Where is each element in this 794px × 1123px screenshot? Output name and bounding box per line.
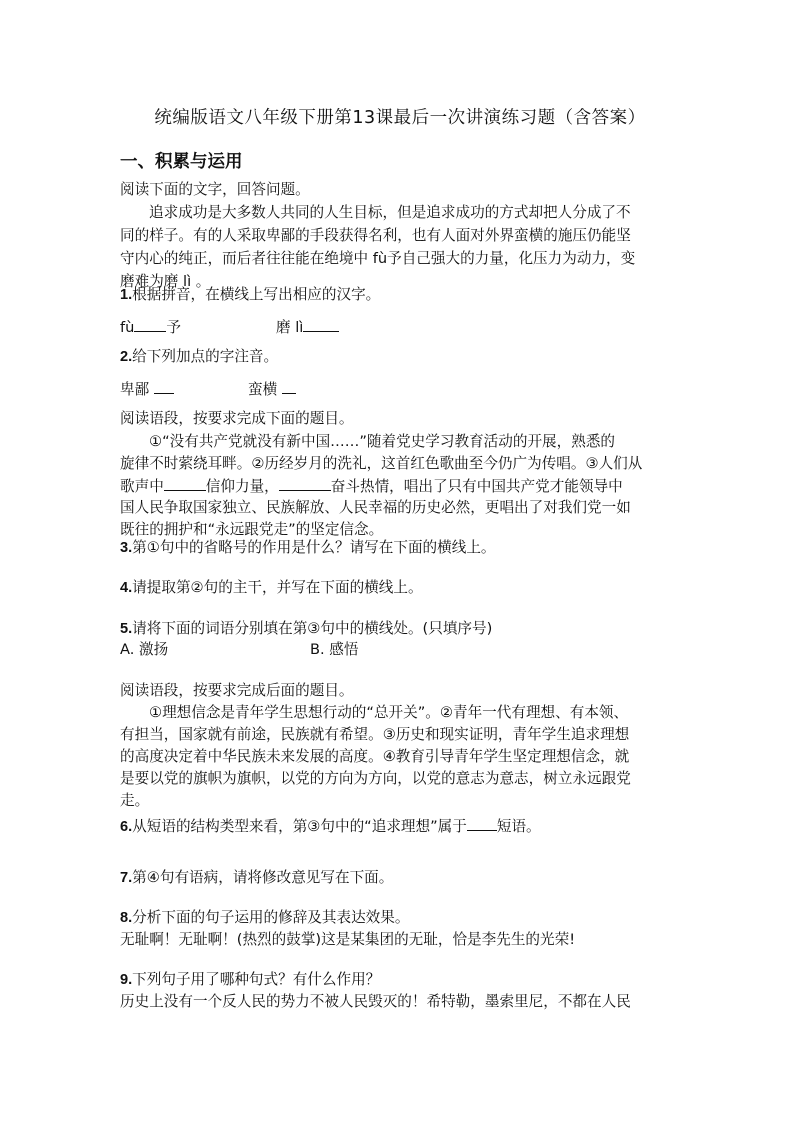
question-8 (120, 907, 409, 929)
reading-instruction: 阅读语段，按要求完成下面的题目。 (120, 410, 354, 427)
reading-instruction: 阅读下面的文字，回答问题。 (120, 181, 310, 198)
paragraph-line: 磨难为磨 lì 。 (120, 273, 211, 290)
question-number: 6. (120, 819, 133, 835)
document-title: 统编版语文八年级下册第13课最后一次讲演练习题（含答案） (154, 108, 646, 128)
question-number: 3. (120, 540, 133, 556)
paragraph-line: 是要以党的旗帜为旗帜，以党的方向为方向，以党的意志为意志，树立永远跟党 (120, 770, 631, 787)
question-3 (120, 537, 496, 559)
answer-blank[interactable] (134, 316, 166, 332)
paragraph-text: 歌声中 (120, 478, 164, 495)
paragraph-line: 走。 (120, 792, 150, 809)
question-5 (120, 618, 492, 640)
answer-blank[interactable] (154, 378, 174, 394)
answer-blank[interactable] (282, 378, 296, 394)
word-label: 卑鄙 (120, 381, 150, 398)
pinyin-label: 磨 lì (276, 319, 304, 336)
word-label: 蛮横 (248, 381, 278, 398)
answer-blank[interactable] (164, 475, 206, 491)
paragraph-line: 国人民争取国家独立、民族解放、人民幸福的历史必然，更唱出了对我们党一如 (120, 499, 631, 516)
paragraph-line: 同的样子。有的人采取卑鄙的手段获得名利，也有人面对外界蛮横的施压仍能坚 (120, 227, 631, 244)
paragraph-line: 守内心的纯正，而后者往往能在绝境中 fù予自己强大的力量，化压力为动力，变 (120, 250, 636, 267)
question-text: 请将下面的词语分别填在第③句中的横线处。(只填序号) (132, 620, 493, 637)
quoted-sentence: 历史上没有一个反人民的势力不被人民毁灭的！希特勒，墨索里尼，不都在人民 (120, 993, 631, 1010)
question-text: 下列句子用了哪种句式？有什么作用？ (132, 971, 381, 988)
paragraph-text: 奋斗热情，唱出了只有中国共产党才能领导中 (330, 478, 623, 495)
section-heading: 一、积累与运用 (120, 152, 243, 172)
answer-line (276, 316, 339, 339)
option-a: A. 激扬 (120, 641, 169, 658)
paragraph-line: 的高度决定着中华民族未来发展的高度。④教育引导青年学生坚定理想信念，就 (120, 748, 630, 765)
answer-blank[interactable] (279, 475, 331, 491)
question-number: 5. (120, 621, 133, 637)
paragraph-line: 旋律不时萦绕耳畔。②历经岁月的洗礼，这首红色歌曲至今仍广为传唱。③人们从 (120, 455, 643, 472)
quoted-sentence: 无耻啊！无耻啊！(热烈的鼓掌)这是某集团的无耻，恰是李先生的光荣! (120, 931, 576, 948)
answer-blank[interactable] (303, 316, 339, 332)
question-7 (120, 867, 393, 889)
question-number: 2. (120, 349, 133, 365)
paragraph-line: ①理想信念是青年学生思想行动的“总开关”。②青年一代有理想、有本领、 (149, 704, 629, 721)
question-2 (120, 346, 278, 368)
question-text: 第④句有语病，请将修改意见写在下面。 (132, 869, 394, 886)
question-number: 8. (120, 910, 133, 926)
question-4 (120, 577, 423, 599)
question-number: 7. (120, 870, 133, 886)
question-text-tail: 短语。 (496, 818, 541, 835)
question-number: 9. (120, 972, 133, 988)
option-b: B. 感悟 (310, 641, 359, 658)
question-1 (120, 284, 380, 306)
answer-line (120, 316, 181, 339)
paragraph-line: ①“没有共产党就没有新中国……”随着党史学习教育活动的开展，熟悉的 (149, 433, 616, 450)
question-text: 第①句中的省略号的作用是什么？请写在下面的横线上。 (132, 539, 496, 556)
reading-instruction: 阅读语段，按要求完成后面的题目。 (120, 682, 354, 699)
question-text: 给下列加点的字注音。 (132, 348, 279, 365)
answer-blank[interactable] (467, 815, 497, 831)
question-text: 请提取第②句的主干，并写在下面的横线上。 (132, 579, 423, 596)
paragraph-line: 追求成功是大多数人共同的人生目标，但是追求成功的方式却把人分成了不 (149, 204, 631, 221)
paragraph-line: 既往的拥护和“永远跟党走”的坚定信念。 (120, 521, 384, 538)
question-text: 分析下面的句子运用的修辞及其表达效果。 (132, 909, 410, 926)
question-9 (120, 969, 380, 991)
paragraph-text: 信仰力量， (205, 478, 279, 495)
paragraph-line (120, 475, 623, 498)
word-label: 予 (166, 319, 181, 336)
question-6 (120, 815, 541, 838)
question-text: 根据拼音，在横线上写出相应的汉字。 (132, 286, 381, 303)
paragraph-line: 有担当，国家就有前途，民族就有希望。③历史和现实证明，青年学生追求理想 (120, 726, 630, 743)
question-text: 从短语的结构类型来看，第③句中的“追求理想”属于 (132, 818, 467, 835)
pinyin-label: fù (120, 319, 135, 336)
answer-line (120, 378, 174, 401)
question-number: 4. (120, 580, 133, 596)
question-number: 1. (120, 287, 133, 303)
answer-line (248, 378, 296, 401)
